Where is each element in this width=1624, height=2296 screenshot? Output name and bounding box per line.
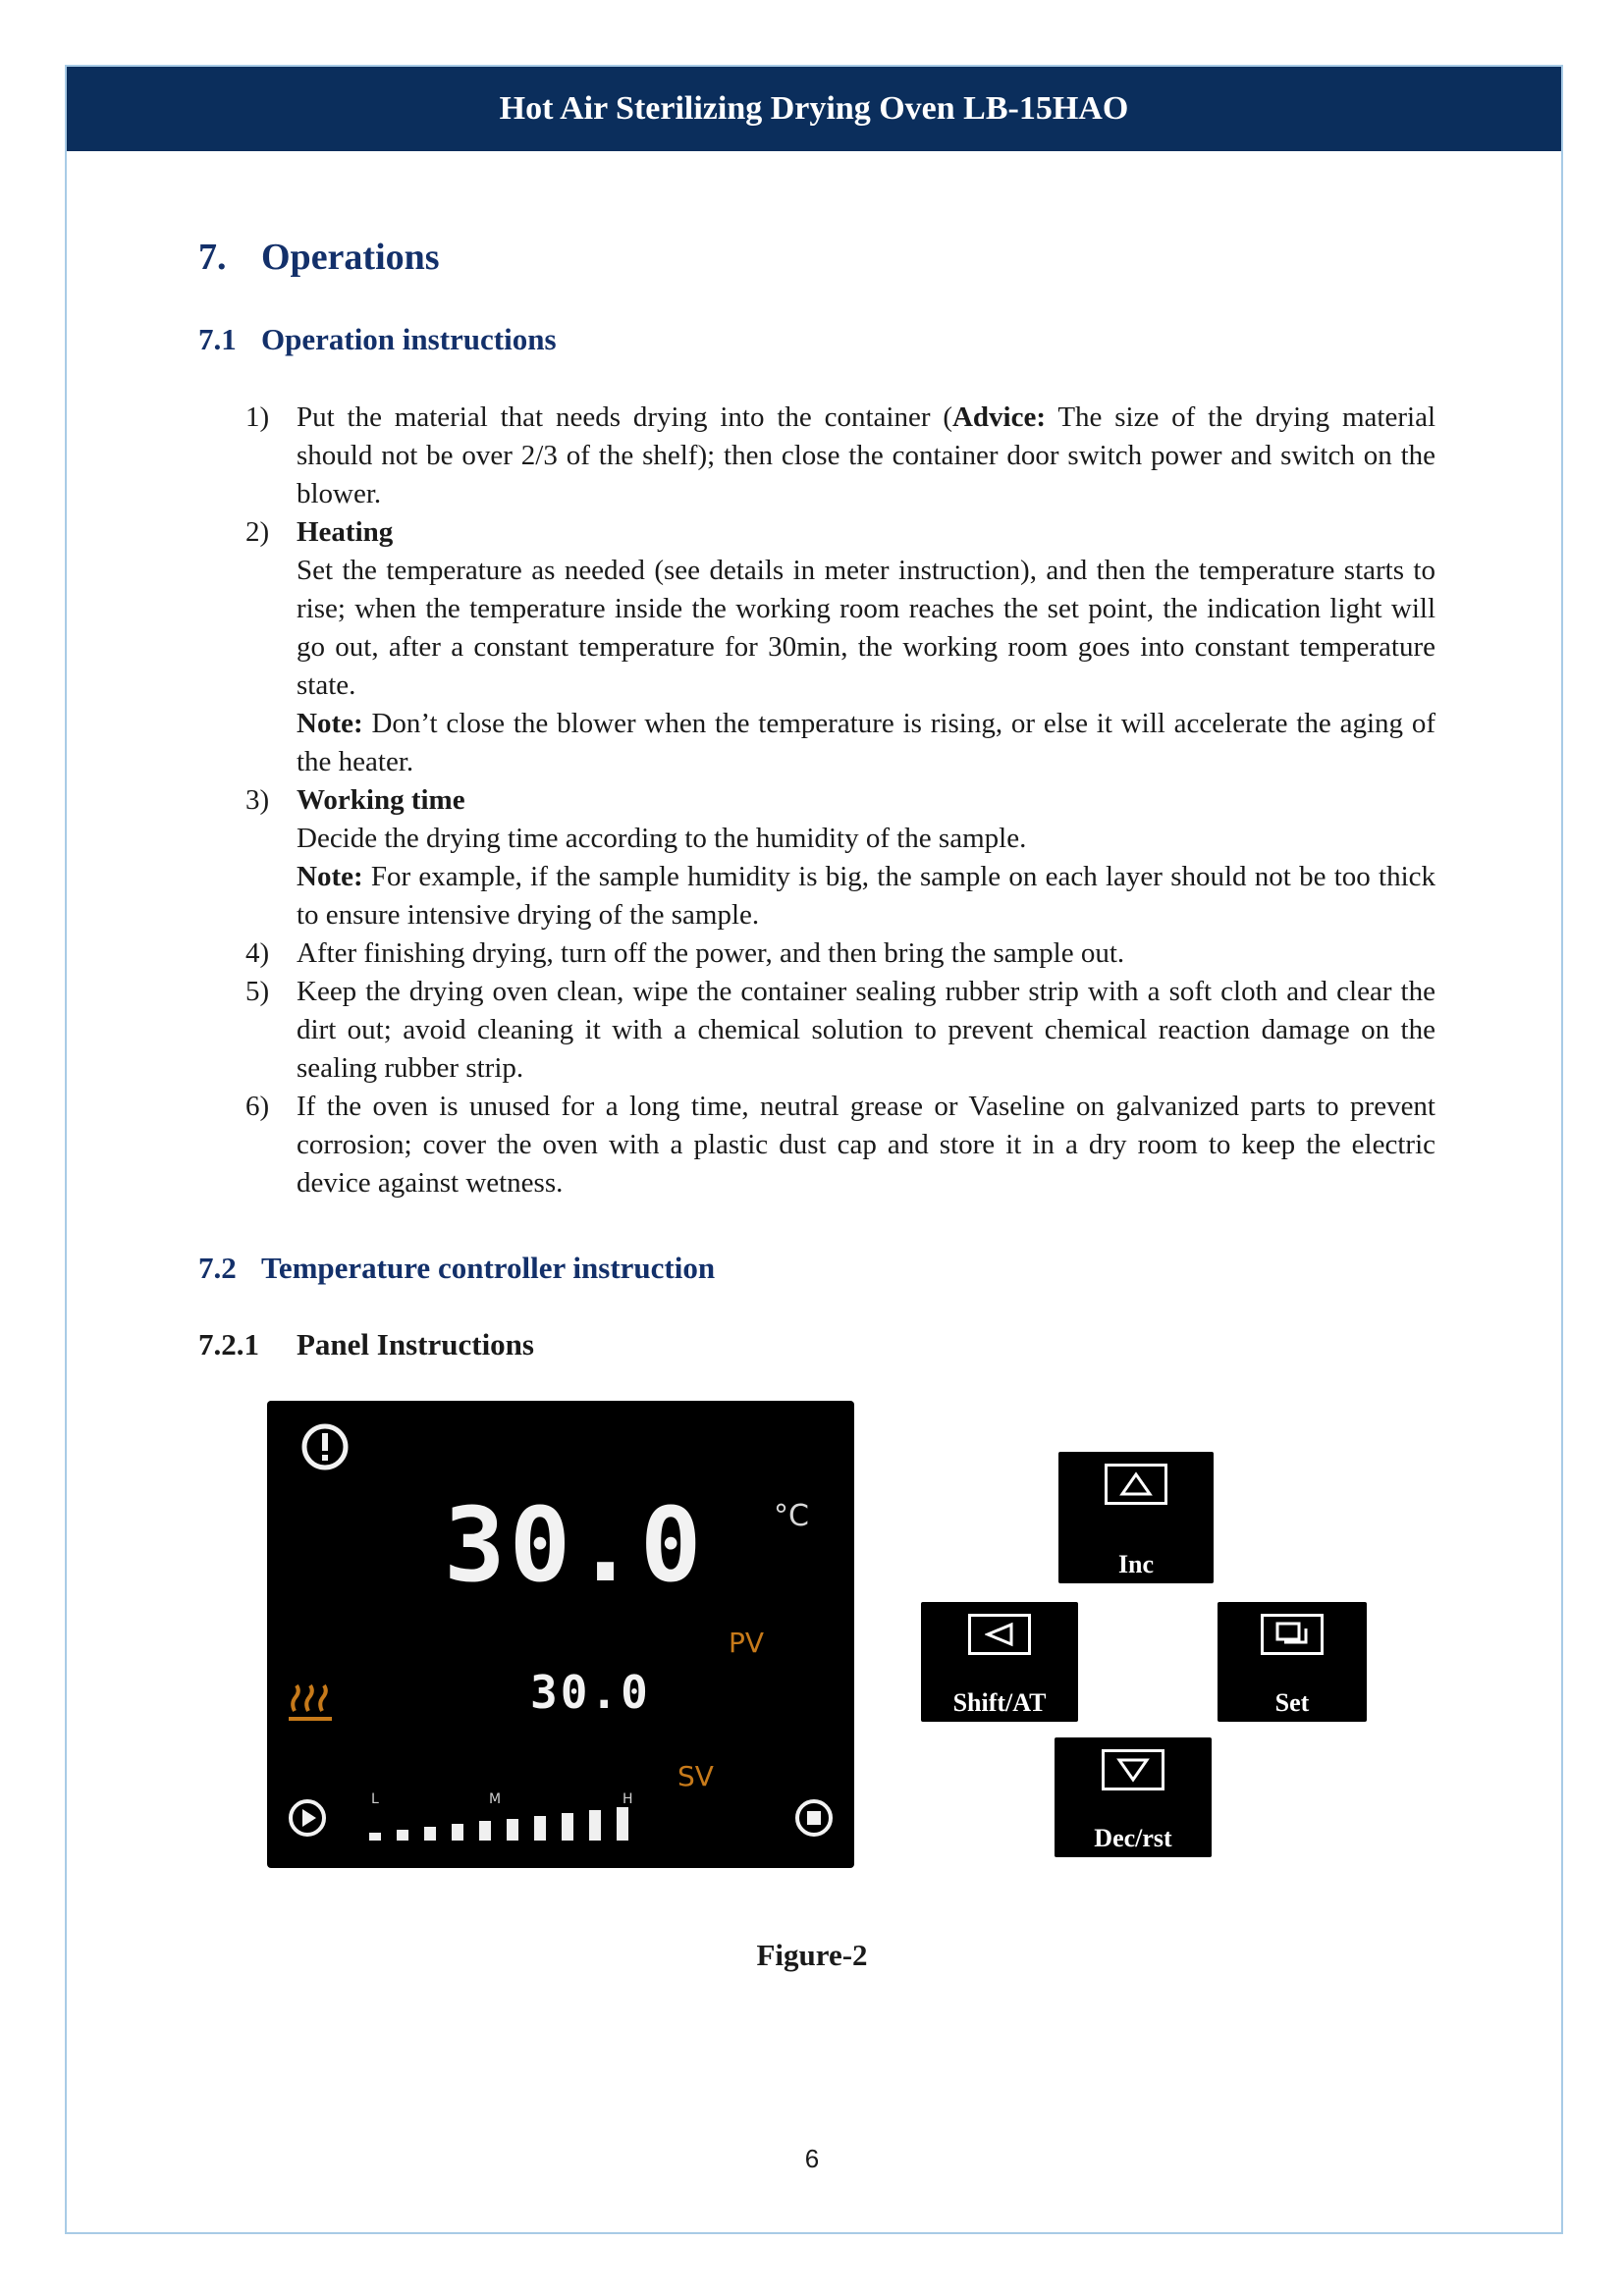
dec-rst-button[interactable]	[1055, 1737, 1212, 1857]
document-title: Hot Air Sterilizing Drying Oven LB-15HAO	[499, 90, 1129, 127]
level-bar	[452, 1824, 463, 1841]
subsection-number: 7.1	[198, 322, 237, 356]
item-number: 4)	[245, 937, 270, 969]
level-meter	[369, 1791, 654, 1841]
triangle-down-icon	[1102, 1749, 1164, 1790]
heating-icon	[287, 1682, 334, 1730]
item-text: Set the temperature as needed (see details in meter instruction), and then the temperature starts to rise; when the temperature inside the working room reaches the set point, the indication light will go out, after a constant temperature for 30min, the working room goes into constant temperature state.	[297, 555, 1435, 701]
item-title: Heating	[297, 516, 394, 548]
play-icon	[287, 1797, 328, 1843]
dec-rst-label: Dec/rst	[1094, 1824, 1172, 1852]
level-bars	[369, 1805, 644, 1841]
section-heading	[198, 236, 440, 279]
item-number: 5)	[245, 976, 270, 1007]
list-item	[245, 973, 1435, 1088]
list-item	[245, 781, 1435, 934]
level-bar	[424, 1827, 436, 1841]
subsection-heading-7-2-1	[198, 1327, 534, 1362]
pv-label: PV	[729, 1627, 765, 1659]
item-note: Note: For example, if the sample humidity is big, the sample on each layer should not be too thick to ensure intensive drying of the sample.	[297, 861, 1435, 931]
list-item	[245, 513, 1435, 781]
section-title: Operations	[261, 237, 440, 278]
shift-at-label: Shift/AT	[952, 1688, 1047, 1717]
subsection-title: Operation instructions	[261, 322, 557, 356]
inc-button[interactable]	[1058, 1452, 1214, 1583]
level-low-label: L	[371, 1791, 379, 1807]
controller-display	[267, 1401, 854, 1868]
advice-label: Advice:	[951, 401, 1047, 433]
level-bar	[534, 1816, 546, 1841]
list-item	[245, 934, 1435, 973]
level-bar	[617, 1807, 628, 1841]
item-number: 1)	[245, 401, 270, 433]
note-label: Note:	[297, 708, 363, 739]
figure-caption: Figure-2	[756, 1938, 868, 1972]
subsection-heading-7-2	[198, 1251, 715, 1286]
item-number: 3)	[245, 784, 270, 816]
document-header	[67, 67, 1561, 151]
set-label: Set	[1274, 1688, 1310, 1717]
subsection-title: Panel Instructions	[297, 1327, 534, 1362]
triangle-up-icon	[1105, 1464, 1167, 1505]
level-bar	[479, 1821, 491, 1841]
alert-icon	[300, 1422, 350, 1476]
item-text: After finishing drying, turn off the power, and then bring the sample out.	[297, 937, 1125, 969]
level-bar	[369, 1833, 381, 1841]
subsection-number: 7.2	[198, 1251, 237, 1285]
note-label: Note:	[297, 861, 363, 892]
level-bar	[507, 1819, 518, 1841]
subsection-title: Temperature controller instruction	[261, 1251, 716, 1285]
pv-value: 30.0	[444, 1485, 706, 1605]
level-bar	[562, 1813, 573, 1841]
level-mid-label: M	[489, 1791, 502, 1807]
sv-label: SV	[677, 1760, 714, 1792]
item-number: 2)	[245, 516, 270, 548]
set-button[interactable]	[1218, 1602, 1367, 1722]
shift-at-button[interactable]	[921, 1602, 1078, 1722]
list-item	[245, 399, 1435, 513]
section-number: 7.	[198, 237, 227, 278]
inc-label: Inc	[1117, 1550, 1155, 1578]
page-number: 6	[804, 2144, 820, 2173]
level-bar	[589, 1810, 601, 1841]
item-text: Decide the drying time according to the humidity of the sample.	[297, 823, 1027, 854]
stop-icon	[793, 1797, 835, 1843]
item-title: Working time	[297, 784, 465, 816]
item-text: Put the material that needs drying into the container (Advice: The size of the drying material should not be over 2/3 of the shelf); then close the container door switch power and switch on the blower.	[297, 401, 1435, 509]
subsection-number: 7.2.1	[198, 1327, 259, 1362]
item-number: 6)	[245, 1091, 270, 1122]
item-text: If the oven is unused for a long time, neutral grease or Vaseline on galvanized parts to prevent corrosion; cover the oven with a plastic dust cap and store it in a dry room to keep the electric device against wetness.	[297, 1091, 1435, 1199]
level-high-label: H	[623, 1791, 633, 1807]
item-text: Keep the drying oven clean, wipe the container sealing rubber strip with a soft cloth and clear the dirt out; avoid cleaning it with a chemical solution to prevent chemical reaction damage on the sealing rubber strip.	[297, 976, 1435, 1084]
set-icon	[1261, 1614, 1324, 1655]
list-item	[245, 1088, 1435, 1202]
item-note: Note: Don’t close the blower when the temperature is rising, or else it will accelerate the aging of the heater.	[297, 708, 1435, 777]
level-bar	[397, 1830, 408, 1841]
unit-label: °C	[774, 1499, 809, 1533]
triangle-left-icon	[968, 1614, 1031, 1655]
sv-value: 30.0	[530, 1666, 651, 1719]
subsection-heading-7-1	[198, 322, 557, 357]
instruction-list	[245, 399, 1435, 1202]
